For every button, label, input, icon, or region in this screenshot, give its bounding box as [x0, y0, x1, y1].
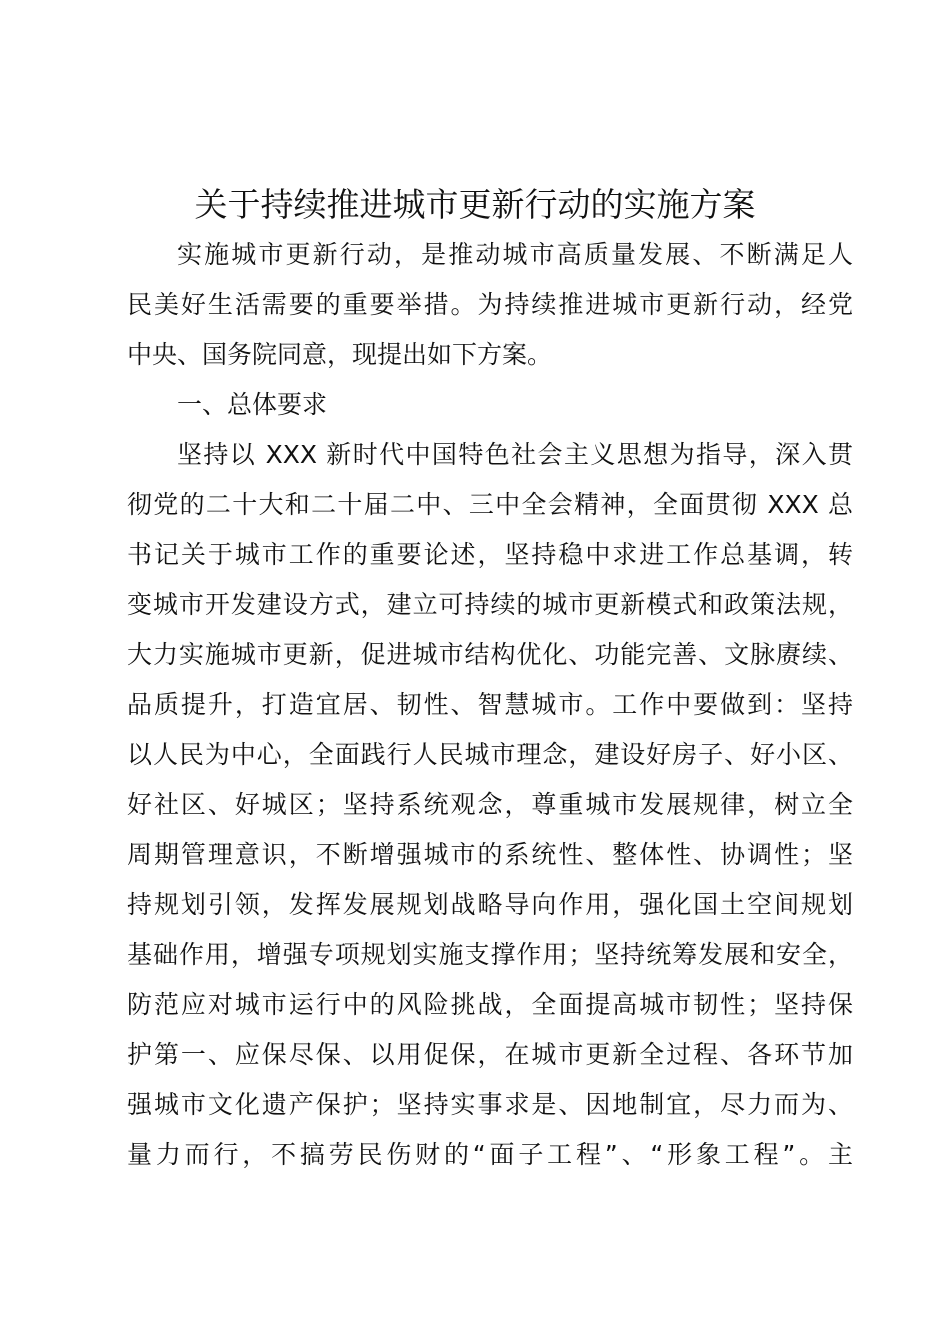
text-line: 好社区、好城区；坚持系统观念，尊重城市发展规律，树立全 — [127, 790, 853, 819]
text-line: 大力实施城市更新，促进城市结构优化、功能完善、文脉赓续、 — [127, 640, 853, 669]
text-line: 周期管理意识，不断增强城市的系统性、整体性、协调性；坚 — [127, 840, 853, 869]
text-line: 强城市文化遗产保护；坚持实事求是、因地制宜，尽力而为、 — [127, 1090, 853, 1119]
text-line: 护第一、应保尽保、以用促保，在城市更新全过程、各环节加 — [127, 1040, 853, 1069]
document-body — [127, 230, 853, 1180]
text-line: 防范应对城市运行中的风险挑战，全面提高城市韧性；坚持保 — [127, 990, 853, 1019]
text-line: 彻党的二十大和二十届二中、三中全会精神，全面贯彻 XXX 总 — [127, 490, 853, 519]
text-line: 变城市开发建设方式，建立可持续的城市更新模式和政策法规， — [127, 590, 853, 619]
text-line: 持规划引领，发挥发展规划战略导向作用，强化国土空间规划 — [127, 890, 853, 919]
text-line: 中央、国务院同意，现提出如下方案。 — [127, 340, 553, 369]
text-line: 品质提升，打造宜居、韧性、智慧城市。工作中要做到：坚持 — [127, 690, 853, 719]
text-line: 基础作用，增强专项规划实施支撑作用；坚持统筹发展和安全， — [127, 940, 853, 969]
text-line: 民美好生活需要的重要举措。为持续推进城市更新行动，经党 — [127, 290, 853, 319]
text-line: 量力而行，不搞劳民伤财的“面子工程”、“形象工程”。主 — [127, 1140, 853, 1169]
text-line: 书记关于城市工作的重要论述，坚持稳中求进工作总基调，转 — [127, 540, 853, 569]
text-line: 坚持以 XXX 新时代中国特色社会主义思想为指导，深入贯 — [177, 440, 853, 469]
document-title: 关于持续推进城市更新行动的实施方案 — [194, 185, 756, 224]
text-line: 一、总体要求 — [177, 390, 328, 419]
text-line: 以人民为中心，全面践行人民城市理念，建设好房子、好小区、 — [127, 740, 853, 769]
text-line: 实施城市更新行动，是推动城市高质量发展、不断满足人 — [177, 240, 853, 269]
